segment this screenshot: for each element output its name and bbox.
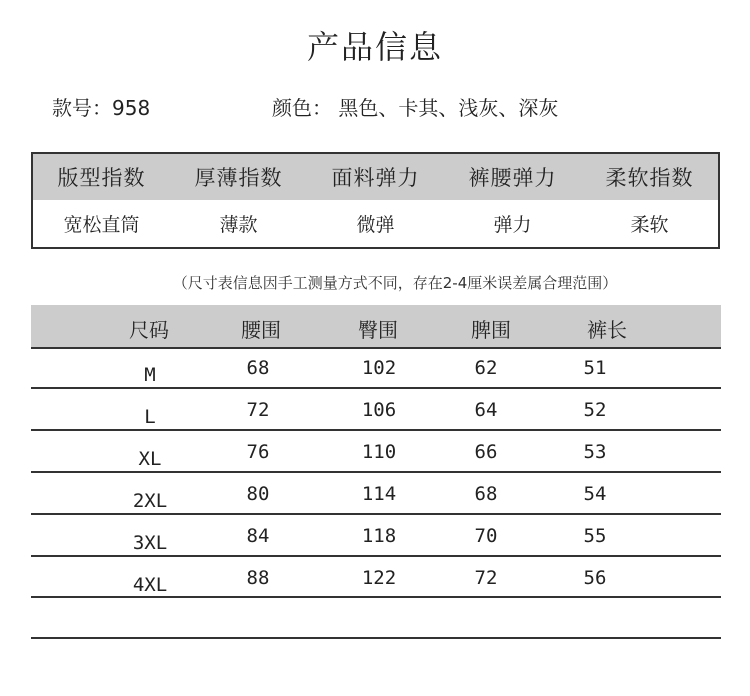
model-number: 款号：958 <box>52 96 151 120</box>
size-cell: XL <box>138 448 162 470</box>
length-header: 裤长 <box>587 318 627 342</box>
waist-header: 腰围 <box>241 318 281 342</box>
length-cell: 54 <box>583 483 607 505</box>
size-cell: M <box>144 364 156 386</box>
attribute-value-row <box>33 200 718 247</box>
attribute-value: 柔软 <box>630 214 669 236</box>
thigh-cell: 64 <box>474 399 498 421</box>
table-bottom-border <box>31 637 721 639</box>
waist-cell: 88 <box>246 567 270 589</box>
size-header: 尺码 <box>129 318 169 342</box>
hip-cell: 102 <box>361 357 397 379</box>
thigh-cell: 66 <box>474 441 498 463</box>
waist-cell: 72 <box>246 399 270 421</box>
attribute-table <box>31 152 720 249</box>
table-row <box>31 515 721 557</box>
color-options: 颜色： 黑色、卡其、浅灰、深灰 <box>272 96 559 120</box>
size-cell: 4XL <box>132 574 168 596</box>
hip-cell: 110 <box>361 441 397 463</box>
length-cell: 51 <box>583 357 607 379</box>
hip-cell: 106 <box>361 399 397 421</box>
table-row <box>31 473 721 515</box>
length-cell: 53 <box>583 441 607 463</box>
length-cell: 55 <box>583 525 607 547</box>
attribute-value: 弹力 <box>493 214 532 236</box>
attribute-header: 裤腰弹力 <box>468 166 557 190</box>
table-row <box>31 431 721 473</box>
attribute-value: 宽松直筒 <box>63 214 140 236</box>
attribute-header: 版型指数 <box>57 166 146 190</box>
table-row <box>31 389 721 431</box>
waist-cell: 68 <box>246 357 270 379</box>
hip-header: 臀围 <box>358 318 398 342</box>
size-cell: 3XL <box>132 532 168 554</box>
attribute-header-row <box>33 154 718 200</box>
hip-cell: 118 <box>361 525 397 547</box>
hip-cell: 122 <box>361 567 397 589</box>
attribute-value: 微弹 <box>356 214 395 236</box>
size-table-header <box>31 305 721 349</box>
waist-cell: 76 <box>246 441 270 463</box>
attribute-value: 薄款 <box>219 214 258 236</box>
thigh-cell: 70 <box>474 525 498 547</box>
thigh-cell: 72 <box>474 567 498 589</box>
attribute-header: 柔软指数 <box>605 166 694 190</box>
measurement-note: （尺寸表信息因手工测量方式不同，存在2-4厘米误差属合理范围） <box>172 274 618 292</box>
table-row <box>31 347 721 389</box>
waist-cell: 84 <box>246 525 270 547</box>
table-row <box>31 557 721 599</box>
size-cell: 2XL <box>132 490 168 512</box>
size-cell: L <box>144 406 156 428</box>
page-title: 产品信息 <box>306 28 443 66</box>
thigh-cell: 68 <box>474 483 498 505</box>
row-divider <box>31 596 721 598</box>
attribute-header: 厚薄指数 <box>194 166 283 190</box>
waist-cell: 80 <box>246 483 270 505</box>
length-cell: 52 <box>583 399 607 421</box>
hip-cell: 114 <box>361 483 397 505</box>
thigh-header: 脾围 <box>471 318 511 342</box>
attribute-header: 面料弹力 <box>331 166 420 190</box>
length-cell: 56 <box>583 567 607 589</box>
thigh-cell: 62 <box>474 357 498 379</box>
